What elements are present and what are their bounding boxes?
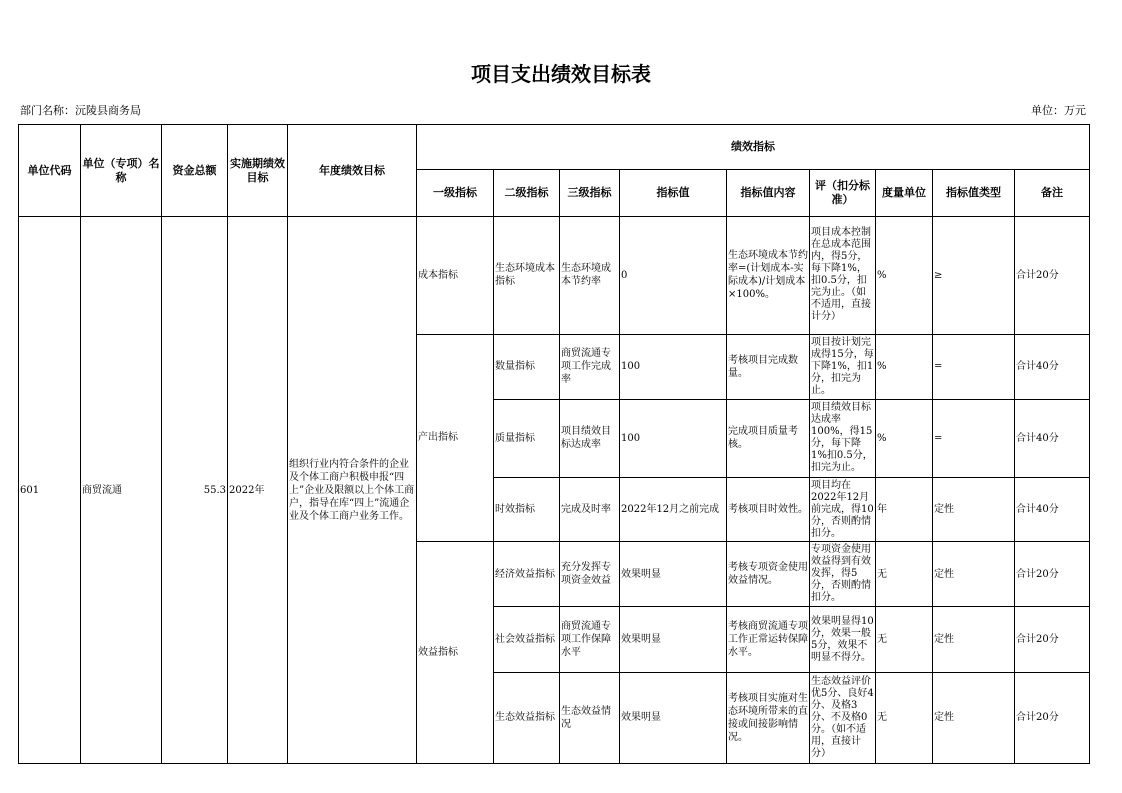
project-amount: 55.3 — [162, 217, 228, 764]
row-score: 项目绩效目标达成率100%，得15分，每下降1%扣0.5分，扣完为止。 — [810, 399, 876, 477]
row-level2: 生态效益指标 — [494, 672, 560, 763]
row-type: 定性 — [933, 478, 1015, 542]
row-level3: 商贸流通专项工作完成率 — [560, 334, 620, 399]
row-score: 项目按计划完成得15分，每下降1%，扣1分，扣完为止。 — [810, 334, 876, 399]
row-unit: % — [876, 217, 933, 334]
header-period-goal: 实施期绩效目标 — [228, 125, 288, 217]
row-content: 考核项目完成数量。 — [727, 334, 810, 399]
row-level2: 数量指标 — [494, 334, 560, 399]
row-unit: % — [876, 399, 933, 477]
department-label: 部门名称：沅陵县商务局 — [20, 104, 141, 117]
row-level2: 时效指标 — [494, 478, 560, 542]
row-type: 定性 — [933, 607, 1015, 672]
row-content: 完成项目质量考核。 — [727, 399, 810, 477]
row-value: 100 — [620, 399, 727, 477]
row-type: 定性 — [933, 672, 1015, 763]
unit-label: 单位：万元 — [1031, 104, 1086, 117]
group-output: 产出指标 — [417, 334, 494, 542]
row-level3: 商贸流通专项工作保障水平 — [560, 607, 620, 672]
header-annual-goal: 年度绩效目标 — [288, 125, 417, 217]
header-level3: 三级指标 — [560, 170, 620, 217]
row-level2: 生态环境成本指标 — [494, 217, 560, 334]
row-level3: 项目绩效目标达成率 — [560, 399, 620, 477]
row-remark: 合计20分 — [1015, 542, 1090, 607]
header-unit: 度量单位 — [876, 170, 933, 217]
row-type: = — [933, 399, 1015, 477]
row-score: 生态效益评价优5分、良好4分、及格3分、不及格0分。（如不适用，直接计分） — [810, 672, 876, 763]
project-period: 2022年 — [228, 217, 288, 764]
header-content: 指标值内容 — [727, 170, 810, 217]
row-value: 2022年12月之前完成 — [620, 478, 727, 542]
row-value: 100 — [620, 334, 727, 399]
header-unit-code: 单位代码 — [19, 125, 81, 217]
row-level3: 完成及时率 — [560, 478, 620, 542]
row-remark: 合计20分 — [1015, 607, 1090, 672]
row-level2: 社会效益指标 — [494, 607, 560, 672]
row-remark: 合计40分 — [1015, 399, 1090, 477]
row-content: 考核项目时效性。 — [727, 478, 810, 542]
row-score: 项目均在2022年12月前完成，得10分，否则酌情扣分。 — [810, 478, 876, 542]
group-benefit: 效益指标 — [417, 542, 494, 764]
row-unit: 无 — [876, 542, 933, 607]
row-remark: 合计40分 — [1015, 478, 1090, 542]
performance-table — [18, 124, 1090, 764]
row-value: 效果明显 — [620, 542, 727, 607]
row-unit: 年 — [876, 478, 933, 542]
group-cost: 成本指标 — [417, 217, 494, 334]
row-unit: % — [876, 334, 933, 399]
header-value: 指标值 — [620, 170, 727, 217]
header-unit-name: 单位（专项）名称 — [81, 125, 162, 217]
header-level1: 一级指标 — [417, 170, 494, 217]
row-remark: 合计40分 — [1015, 334, 1090, 399]
row-remark: 合计20分 — [1015, 217, 1090, 334]
row-value: 0 — [620, 217, 727, 334]
row-content: 考核项目实施对生态环境所带来的直接或间接影响情况。 — [727, 672, 810, 763]
row-content: 生态环境成本节约率=(计划成本-实际成本)/计划成本×100%。 — [727, 217, 810, 334]
page-title: 项目支出绩效目标表 — [471, 62, 651, 86]
row-content: 考核商贸流通专项工作正常运转保障水平。 — [727, 607, 810, 672]
project-code: 601 — [19, 217, 81, 764]
project-name: 商贸流通 — [81, 217, 162, 764]
header-value-type: 指标值类型 — [933, 170, 1015, 217]
row-unit: 无 — [876, 607, 933, 672]
row-level2: 质量指标 — [494, 399, 560, 477]
project-annual-goal: 组织行业内符合条件的企业及个体工商户积极申报“四上”企业及限额以上个体工商户，指导在库“四上”流通企业及个体工商户业务工作。 — [288, 217, 417, 764]
row-unit: 无 — [876, 672, 933, 763]
row-score: 项目成本控制在总成本范围内，得5分，每下降1%，扣0.5分，扣完为止。（如不适用，直接计分） — [810, 217, 876, 334]
table-row — [19, 217, 1090, 334]
row-content: 考核专项资金使用效益情况。 — [727, 542, 810, 607]
row-value: 效果明显 — [620, 672, 727, 763]
row-level3: 充分发挥专项资金效益 — [560, 542, 620, 607]
row-level3: 生态环境成本节约率 — [560, 217, 620, 334]
row-value: 效果明显 — [620, 607, 727, 672]
header-performance-indicators: 绩效指标 — [417, 125, 1090, 170]
row-type: 定性 — [933, 542, 1015, 607]
header-total-funds: 资金总额 — [162, 125, 228, 217]
header-score: 评（扣分标准） — [810, 170, 876, 217]
row-level2: 经济效益指标 — [494, 542, 560, 607]
row-score: 效果明显得10分，效果一般5分，效果不明显不得分。 — [810, 607, 876, 672]
header-remark: 备注 — [1015, 170, 1090, 217]
row-level3: 生态效益情况 — [560, 672, 620, 763]
row-remark: 合计20分 — [1015, 672, 1090, 763]
row-score: 专项资金使用效益得到有效发挥，得5分，否则酌情扣分。 — [810, 542, 876, 607]
row-type: = — [933, 334, 1015, 399]
row-type: ≥ — [933, 217, 1015, 334]
header-row-1 — [19, 125, 1090, 170]
header-level2: 二级指标 — [494, 170, 560, 217]
